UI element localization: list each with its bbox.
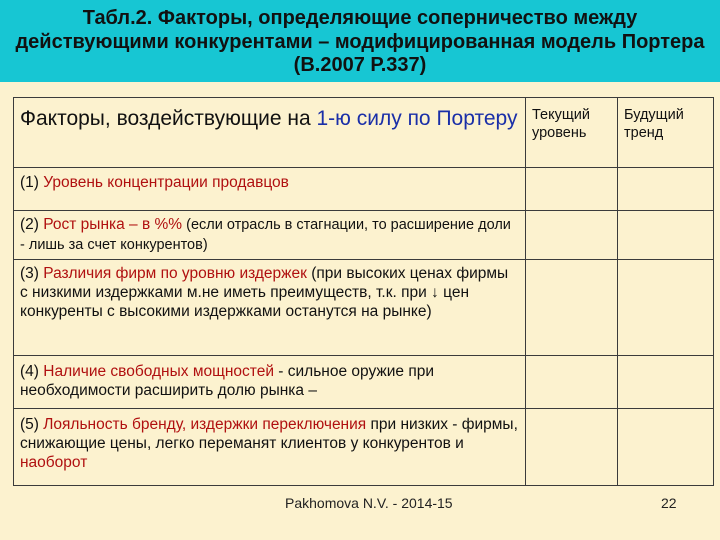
row-text: (если отрасль в стагнации, то расширение доли - лишь за счет конкурентов) [20,217,511,253]
row-title: Наличие свободных мощностей [43,363,274,380]
current-level-cell[interactable] [526,356,618,409]
future-trend-cell[interactable] [618,168,714,211]
title-line-2: действующими конкурентами – модифицированная модель Портера [15,30,705,53]
row-title: Рост рынка – в %% [43,216,183,233]
row-number: (5) [20,416,44,433]
factor-cell [14,409,526,486]
table-row [14,260,714,356]
table-row [14,356,714,409]
row-title: Уровень концентрации продавцов [43,174,289,191]
table-header-row [14,98,714,168]
factor-header-porter: по Портеру [407,107,518,130]
table-row [14,211,714,260]
row-title: Различия фирм по уровню издержек [43,265,307,282]
future-trend-header [618,98,714,168]
page-number: 22 [661,495,677,511]
factor-cell [14,168,526,211]
row-number: (1) [20,174,44,191]
row-text: при низких - фирмы, снижающие цены, легко переманят клиентов у конкурентов и [20,416,518,452]
factor-cell [14,211,526,260]
future-trend-cell[interactable] [618,260,714,356]
current-level-line1: Текущий [532,107,590,123]
footer-author: Pakhomova N.V. - 2014-15 [285,495,453,511]
row-text: (при высоких ценах фирмы с низкими издержками м.не иметь преимуществ, т.к. при ↓ цен конкуренты с высокими издержками останутся на рынке) [20,265,509,320]
current-level-cell[interactable] [526,260,618,356]
factor-cell [14,260,526,356]
future-trend-cell[interactable] [618,356,714,409]
factor-column-header [14,98,526,168]
current-level-cell[interactable] [526,409,618,486]
title-line-1: Табл.2. Факторы, определяющие соперничество между [82,7,638,29]
table-row [14,168,714,211]
factor-header-text: Факторы, воздействующие на [20,107,317,130]
title-line-3: (В.2007 Р.337) [293,54,427,76]
table-row [14,409,714,486]
row-number: (4) [20,363,44,380]
row-text-highlight: наоборот [20,454,88,471]
future-trend-line1: Будущий [624,107,684,123]
current-level-cell[interactable] [526,211,618,260]
factor-cell [14,356,526,409]
row-title: Лояльность бренду, издержки переключения [43,416,367,433]
row-number: (2) [20,216,44,233]
factors-table [13,97,714,486]
row-number: (3) [20,265,44,282]
future-trend-line2: тренд [624,125,664,141]
slide-title-bar [0,0,720,82]
future-trend-cell[interactable] [618,211,714,260]
current-level-line2: уровень [532,125,587,141]
current-level-cell[interactable] [526,168,618,211]
row-text: - сильное оружие при необходимости расширить долю рынка – [20,363,435,399]
factor-header-highlight: 1-ю силу [316,107,402,130]
future-trend-cell[interactable] [618,409,714,486]
current-level-header [526,98,618,168]
